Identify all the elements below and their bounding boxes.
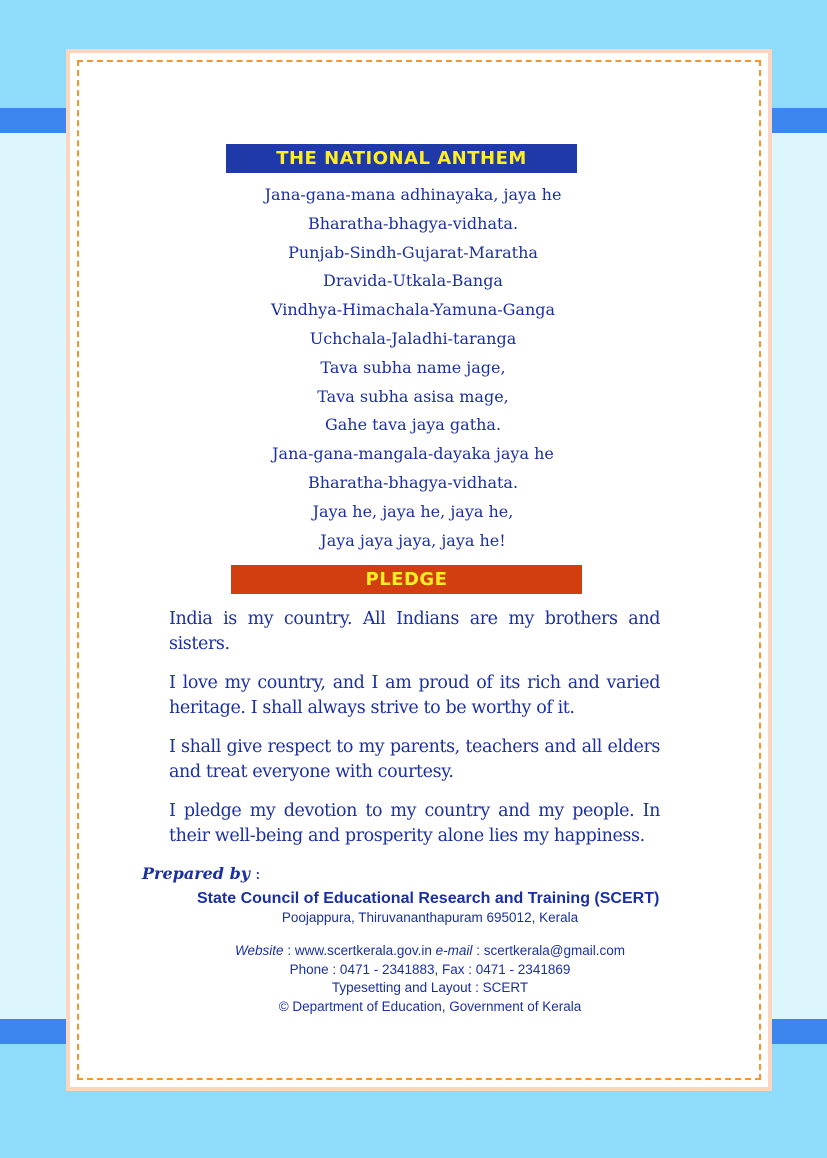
prepared-by-label: Prepared by (142, 864, 251, 883)
anthem-line: Jaya he, jaya he, jaya he, (312, 501, 514, 521)
pledge-paragraph: I love my country, and I am proud of its rich and varied heritage. I shall always strive to be worthy of it. (169, 673, 660, 718)
pledge-paragraph: I shall give respect to my parents, teachers and all elders and treat everyone with courtesy. (169, 737, 660, 782)
website-separator: : (287, 943, 295, 958)
anthem-line: Bharatha-bhagya-vidhata. (307, 213, 519, 233)
website-link[interactable]: www.scertkerala.gov.in (294, 943, 432, 958)
website-line (200, 942, 660, 961)
organization-address: Poojappura, Thiruvananthapuram 695012, Kerala (281, 910, 579, 925)
anthem-line: Jana-gana-mana adhinayaka, jaya he (264, 185, 562, 204)
website-label: Website (235, 943, 284, 958)
anthem-line: Vindhya-Himachala-Yamuna-Ganga (270, 300, 556, 320)
organization-name: State Council of Educational Research and Training (SCERT) (197, 890, 660, 907)
anthem-lyrics (230, 181, 596, 555)
email-separator: : (476, 943, 484, 958)
anthem-heading: THE NATIONAL ANTHEM (226, 144, 577, 173)
pledge-paragraph: India is my country. All Indians are my brothers and sisters. (169, 609, 660, 654)
anthem-line: Jaya jaya jaya, jaya he! (320, 530, 506, 550)
anthem-line: Uchchala-Jaladhi-taranga (309, 328, 517, 348)
anthem-line: Tava subha name jage, (320, 357, 506, 377)
copyright-line: © Department of Education, Government of Kerala (278, 998, 582, 1014)
email-link[interactable]: scertkerala@gmail.com (483, 943, 625, 958)
anthem-line: Dravida-Utkala-Banga (323, 271, 503, 291)
pledge-heading: PLEDGE (231, 565, 582, 594)
anthem-line: Jana-gana-mangala-dayaka jaya he (272, 444, 554, 464)
pledge-paragraph: I pledge my devotion to my country and my people. In their well-being and prosperity alone lies my happiness. (169, 801, 660, 846)
typesetting-line: Typesetting and Layout : SCERT (331, 980, 529, 995)
prepared-by-colon: : (250, 864, 261, 883)
contact-info (200, 942, 660, 1016)
anthem-line: Gahe tava jaya gatha. (324, 415, 502, 435)
anthem-line: Tava subha asisa mage, (317, 386, 509, 406)
prepared-by (142, 864, 261, 883)
pledge-text (169, 607, 660, 863)
anthem-line: Bharatha-bhagya-vidhata. (307, 472, 519, 492)
phone-line: Phone : 0471 - 2341883, Fax : 0471 - 2341869 (289, 961, 571, 977)
anthem-line: Punjab-Sindh-Gujarat-Maratha (288, 242, 538, 262)
email-label: e-mail (435, 943, 473, 958)
